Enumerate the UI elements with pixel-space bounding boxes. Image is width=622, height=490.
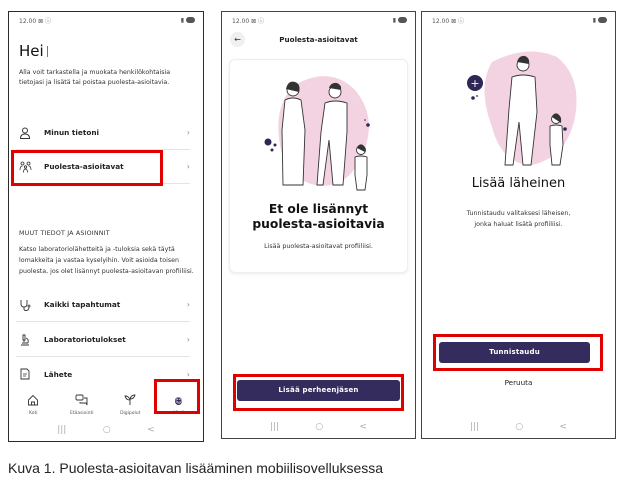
recents-button[interactable]: ||| <box>270 422 280 432</box>
section-description: Katso laboratoriolähetteitä ja -tuloksia sekä täytä lomakkeita ja vastaa kyselyihin. Voit asioida toisen puolesta, jos olet lisännyt puolesta-asioitavan profiiliisi. <box>19 246 194 275</box>
list-item-laboratoriotulokset[interactable] <box>16 323 190 357</box>
back-button[interactable]: < <box>147 425 155 435</box>
battery-icon <box>186 17 195 23</box>
add-family-member-button[interactable]: Lisää perheenjäsen <box>237 380 400 401</box>
list-item-label: Lähete <box>44 369 73 379</box>
tab-digipolut[interactable] <box>108 388 152 422</box>
list-item-label: Puolesta-asioitavat <box>44 162 124 171</box>
list-item-label: Kaikki tapahtumat <box>44 300 121 309</box>
back-button[interactable]: < <box>359 422 367 432</box>
cancel-link[interactable]: Peruuta <box>504 378 533 387</box>
empty-state-card <box>229 59 408 273</box>
home-button[interactable]: ○ <box>315 422 324 432</box>
chevron-right-icon: › <box>186 162 190 171</box>
chevron-right-icon: › <box>186 128 190 137</box>
tab-label: Koti <box>29 411 38 416</box>
page-title: Hei <box>19 42 48 60</box>
sprout-icon <box>124 394 136 407</box>
chevron-right-icon: › <box>186 369 190 379</box>
page-description: Tunnistaudu valitaksesi läheisen, jonka haluat lisätä profiiliisi. <box>466 210 571 228</box>
tab-etaasiointi[interactable] <box>60 388 104 422</box>
status-icons: ⊠ ⓘ <box>38 17 52 25</box>
phone-screen-puolesta-asioitavat <box>221 11 416 439</box>
recents-button[interactable]: ||| <box>57 425 67 435</box>
android-nav-bar <box>422 420 615 434</box>
status-time: 12.00 <box>432 17 450 25</box>
page-title: Lisää läheinen <box>471 176 566 191</box>
highlight-box <box>233 374 404 411</box>
empty-state-subtitle: Lisää puolesta-asioitavat profiiliisi. <box>264 243 373 250</box>
figure-caption: Kuva 1. Puolesta-asioitavan lisääminen mobiilisovelluksessa <box>8 460 384 476</box>
phone-screen-profile <box>8 11 204 442</box>
list-item-label: Minun tietoni <box>44 128 100 137</box>
back-button[interactable]: < <box>559 422 567 432</box>
phone-screen-lisaa-laheinen <box>421 11 616 439</box>
highlight-box <box>11 150 163 186</box>
status-bar <box>432 15 607 25</box>
status-icons: ⊠ ⓘ <box>251 17 265 25</box>
android-nav-bar <box>222 420 415 434</box>
tab-label: Digipolut <box>120 411 141 416</box>
status-time: 12.00 <box>232 17 250 25</box>
status-time: 12.00 <box>19 17 37 25</box>
status-bar <box>232 15 407 25</box>
list-item-minun-tietoni[interactable] <box>16 116 190 150</box>
intro-text: Alla voit tarkastella ja muokata henkilökohtaisia tietojasi ja lisätä tai poistaa puolesta-asioitavia. <box>19 69 171 86</box>
android-nav-bar <box>9 423 203 437</box>
authenticate-button[interactable]: Tunnistaudu <box>439 342 590 363</box>
tab-label: Etäasiointi <box>69 411 94 416</box>
status-bar <box>19 15 195 25</box>
battery-icon <box>598 17 607 23</box>
home-icon <box>27 394 39 407</box>
signal-icon: ▮ <box>592 16 596 24</box>
back-arrow-icon[interactable]: ← <box>230 32 245 47</box>
tab-label: Minä <box>173 411 185 416</box>
chat-icon <box>75 394 88 407</box>
section-heading: MUUT TIEDOT JA ASIOINNIT <box>19 230 110 237</box>
page-title: Puolesta-asioitavat <box>279 35 358 44</box>
list-item-kaikki-tapahtumat[interactable] <box>16 288 190 322</box>
person-icon <box>19 127 35 139</box>
home-button[interactable]: ○ <box>102 425 111 435</box>
family-illustration <box>255 70 385 195</box>
status-icons: ⊠ ⓘ <box>451 17 465 25</box>
tab-koti[interactable] <box>11 388 55 422</box>
recents-button[interactable]: ||| <box>470 422 480 432</box>
highlight-box <box>154 379 200 414</box>
microscope-icon <box>19 334 35 346</box>
plus-icon: + <box>470 77 480 90</box>
empty-state-title: Et ole lisännyt puolesta-asioitavia <box>252 202 385 231</box>
highlight-box <box>433 334 603 371</box>
list-item-label: Laboratoriotulokset <box>44 335 126 344</box>
chevron-right-icon: › <box>186 335 190 344</box>
chevron-right-icon: › <box>186 300 190 309</box>
battery-icon <box>398 17 407 23</box>
stethoscope-icon <box>19 299 35 311</box>
parent-child-illustration <box>457 47 587 167</box>
signal-icon: ▮ <box>180 16 184 24</box>
smiley-icon: ☺ <box>175 397 183 405</box>
document-icon <box>19 368 35 380</box>
home-button[interactable]: ○ <box>515 422 524 432</box>
signal-icon: ▮ <box>392 16 396 24</box>
